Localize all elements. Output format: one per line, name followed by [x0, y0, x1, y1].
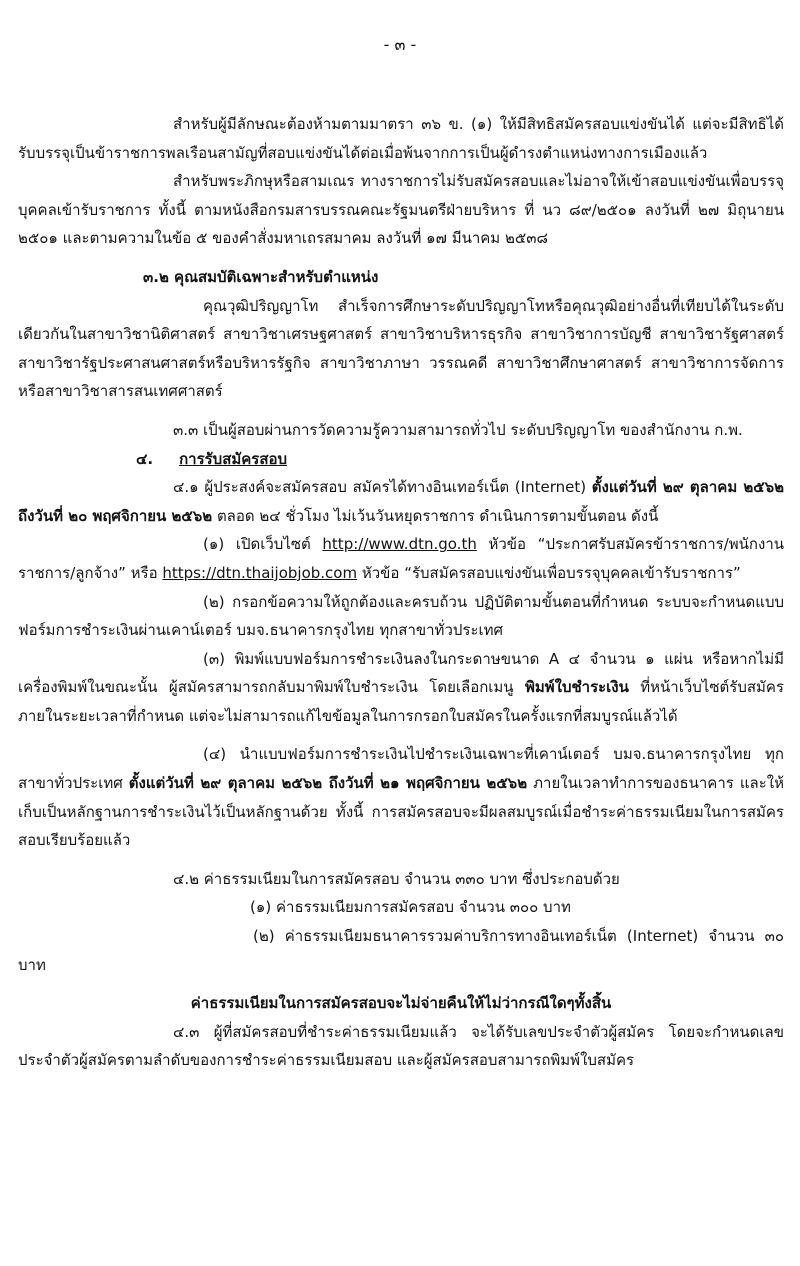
fee-item-2: (๒) ค่าธรรมเนียมธนาคารรวมค่าบริการทางอินเทอร์เน็ต (Internet) จำนวน ๓๐ บาท — [18, 927, 784, 974]
document-body — [18, 110, 784, 1075]
item-4-text: (๔) นำแบบฟอร์มการชำระเงินไปชำระเงินเฉพาะที่เคาน์เตอร์ บมจ.ธนาคารกรุงไทย ทุกสาขาทั่วประเทศ — [18, 745, 784, 793]
fee-item-1: (๑) ค่าธรรมเนียมการสมัครสอบ จำนวน ๓๐๐ บาท — [250, 898, 571, 917]
section-4-1-intro-tail: ตลอด ๒๔ ชั่วโมง ไม่เว้นวันหยุดราชการ ดำเนินการตามขั้นตอน ดังนี้ — [212, 506, 659, 525]
item-4-text-tail: ภายในเวลาทำการของธนาคาร และให้เก็บเป็นหลักฐานการชำระเงินไว้เป็นหลักฐานด้วย ทั้งนี้ การสมัครสอบจะมีผลสมบูรณ์เมื่อชำระค่าธรรมเนียมในการสมัครสอบเรียบร้อยแล้ว — [18, 774, 784, 850]
section-4-title: การรับสมัครสอบ — [179, 449, 288, 468]
dtn-website-link[interactable]: http://www.dtn.go.th — [322, 535, 477, 554]
section-4-1-item-2: (๒) กรอกข้อความให้ถูกต้องและครบถ้วน ปฏิบัติตามขั้นตอนที่กำหนด ระบบจะกำหนดแบบฟอร์มการชำระเงินผ่านเคาน์เตอร์ บมจ.ธนาคารกรุงไทย ทุกสาขาทั่วประเทศ — [18, 592, 784, 640]
section-3-3: ๓.๓ เป็นผู้สอบผ่านการวัดความรู้ความสามารถทั่วไป ระดับปริญญาโท ของสำนักงาน ก.พ. — [173, 420, 743, 439]
section-4-1-intro — [18, 473, 784, 530]
item-1-text: (๑) เปิดเว็บไซต์ — [203, 535, 323, 554]
item-1-text-tail: หัวข้อ “รับสมัครสอบแข่งขันเพื่อบรรจุบุคคลเข้ารับราชการ” — [357, 563, 741, 582]
thaijobjob-website-link[interactable]: https://dtn.thaijobjob.com — [162, 563, 358, 582]
print-payment-menu: พิมพ์ใบชำระเงิน — [524, 678, 629, 697]
section-4-1-item-1 — [18, 530, 784, 587]
section-3-2-body: คุณวุฒิปริญญาโท สำเร็จการศึกษาระดับปริญญาโทหรือคุณวุฒิอย่างอื่นที่เทียบได้ในระดับเดียวกันในสาขาวิชานิติศาสตร์ สาขาวิชาเศรษฐศาสตร์ สาขาวิชาบริหารธุรกิจ สาขาวิชาการบัญชี สาขาวิชารัฐศาสตร์ สาขาวิชารัฐประศาสนศาสตร์หรือบริหารรัฐกิจ สาขาวิชาภาษา วรรณคดี สาขาวิชาศึกษาศาสตร์ สาขาวิชาการจัดการ หรือสาขาวิชาสารสนเทศศาสตร์ — [18, 296, 784, 401]
payment-dates: ตั้งแต่วันที่ ๒๙ ตุลาคม ๒๕๖๒ ถึงวันที่ ๒๑ พฤศจิกายน ๒๕๖๒ — [128, 774, 528, 793]
item-1-text-mid: หัวข้อ “ประกาศรับสมัครข้าราชการ/พนักงานราชการ/ลูกจ้าง” หรือ — [18, 535, 784, 582]
section-4-1-dates: ตั้งแต่วันที่ ๒๙ ตุลาคม ๒๕๖๒ ถึงวันที่ ๒๐ พฤศจิกายน ๒๕๖๒ — [18, 478, 784, 525]
section-4-2-intro: ๔.๒ ค่าธรรมเนียมในการสมัครสอบ จำนวน ๓๓๐ บาท ซึ่งประกอบด้วย — [173, 869, 620, 888]
section-4-heading — [18, 445, 784, 474]
section-3-2-heading: ๓.๒ คุณสมบัติเฉพาะสำหรับตำแหน่ง — [143, 267, 379, 286]
paragraph-prohibited-qualifications: สำหรับผู้มีลักษณะต้องห้ามตามมาตรา ๓๖ ข. (๑) ให้มีสิทธิสมัครสอบแข่งขันได้ แต่จะมีสิทธิได้รับบรรจุเป็นข้าราชการพลเรือนสามัญที่สอบแข่งขันได้ต่อเมื่อพ้นจากการเป็นผู้ดำรงตำแหน่งทางการเมืองแล้ว — [18, 115, 784, 162]
no-refund-notice: ค่าธรรมเนียมในการสมัครสอบจะไม่จ่ายคืนให้ไม่ว่ากรณีใดๆทั้งสิ้น — [190, 994, 612, 1013]
section-4-3: ๔.๓ ผู้ที่สมัครสอบที่ชำระค่าธรรมเนียมแล้ว จะได้รับเลขประจำตัวผู้สมัคร โดยจะกำหนดเลขประจำตัวผู้สมัครตามลำดับของการชำระค่าธรรมเนียมสอบ และผู้สมัครสอบสามารถพิมพ์ใบสมัคร — [18, 1022, 784, 1070]
section-4-1-item-4 — [18, 740, 784, 854]
section-4-1-intro-text: ๔.๑ ผู้ประสงค์จะสมัครสอบ สมัครได้ทางอินเทอร์เน็ต (Internet) — [173, 478, 592, 497]
item-3-text: (๓) พิมพ์แบบฟอร์มการชำระเงินลงในกระดาษขนาด A ๔ จำนวน ๑ แผ่น หรือหากไม่มีเครื่องพิมพ์ในขณะนั้น ผู้สมัครสามารถกลับมาพิมพ์ใบชำระเงิน โดยเลือกเมนู — [18, 649, 784, 697]
page-number: - ๓ - — [383, 35, 417, 54]
item-3-text-tail: ที่หน้าเว็บไซต์รับสมัคร ภายในระยะเวลาที่กำหนด แต่จะไม่สามารถแก้ไขข้อมูลในการกรอกใบสมัครในครั้งแรกที่สมบูรณ์แล้วได้ — [18, 678, 784, 725]
section-4-1-item-3 — [18, 645, 784, 731]
paragraph-monks-novices: สำหรับพระภิกษุหรือสามเณร ทางราชการไม่รับสมัครสอบและไม่อาจให้เข้าสอบแข่งขันเพื่อบรรจุบุคคลเข้ารับราชการ ทั้งนี้ ตามหนังสือกรมสารบรรณคณะรัฐมนตรีฝ่ายบริหาร ที่ นว ๘๙/๒๕๐๑ ลงวันที่ ๒๗ มิถุนายน ๒๕๐๑ และตามความในข้อ ๕ ของคำสั่งมหาเถรสมาคม ลงวันที่ ๑๗ มีนาคม ๒๕๓๘ — [18, 172, 784, 248]
section-4-number: ๔. — [136, 449, 154, 468]
